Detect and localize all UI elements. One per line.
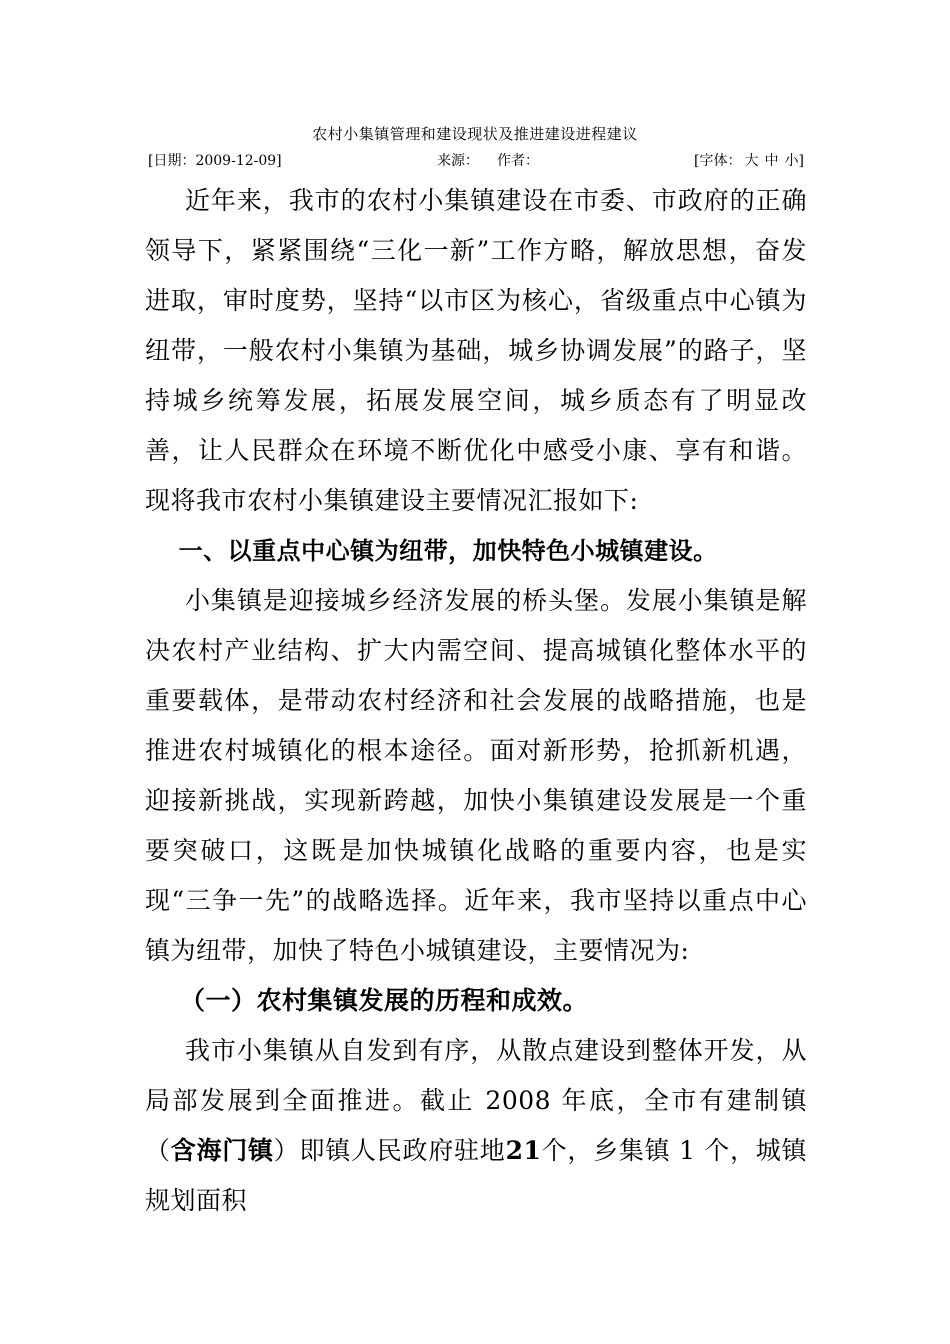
article-body xyxy=(145,176,807,1226)
paragraph-text: ）即镇人民政府驻地 xyxy=(273,1136,506,1165)
paragraph-intro: 近年来，我市的农村小集镇建设在市委、市政府的正确领导下，紧紧围绕“三化一新”工作方略，解放思想，奋发进取，审时度势，坚持“以市区为核心，省级重点中心镇为纽带，一般农村小集镇为基础，城乡协调发展”的路子，坚持城乡统筹发展，拓展发展空间，城乡质态有了明显改善，让人民群众在环境不断优化中感受小康、享有和谐。现将我市农村小集镇建设主要情况汇报如下: xyxy=(145,186,807,515)
date-label: [日期：2009-12-09] xyxy=(148,153,282,169)
document-title: 农村小集镇管理和建设现状及推进建设进程建议 xyxy=(312,125,638,143)
emphasis-text: 含海门镇 xyxy=(170,1136,274,1165)
emphasis-number: 21 xyxy=(505,1136,542,1165)
section-heading-1: 一、以重点中心镇为纽带，加快特色小城镇建设。 xyxy=(178,537,718,565)
font-size-control xyxy=(694,151,807,171)
font-size-large-link[interactable]: 大 xyxy=(744,153,759,169)
font-size-medium-link[interactable]: 中 xyxy=(764,153,779,169)
paragraph-subsection-1 xyxy=(145,1026,807,1226)
source-label: 来源： xyxy=(437,153,479,169)
author-label: 作者： xyxy=(497,153,539,169)
paragraph-text: 我市小集镇从自发到有序，从散点建设到整体开发，从局部发展到全面推进。截止 2008 年底，全市有建制镇（ xyxy=(145,1036,807,1165)
subsection-heading-1: （一）农村集镇发展的历程和成效。 xyxy=(180,986,589,1015)
paragraph-text: 个，乡集镇 1 个，城镇规划面积 xyxy=(145,1136,807,1215)
font-size-small-link[interactable]: 小] xyxy=(784,153,804,169)
font-size-label: [字体： xyxy=(694,153,742,169)
paragraph-section-1: 小集镇是迎接城乡经济发展的桥头堡。发展小集镇是解决农村产业结构、扩大内需空间、提高城镇化整体水平的重要载体，是带动农村经济和社会发展的战略措施，也是推进农村城镇化的根本途径。面对新形势，抢抓新机遇，迎接新挑战，实现新跨越，加快小集镇建设发展是一个重要突破口，这既是加快城镇化战略的重要内容，也是实现“三争一先”的战略选择。近年来，我市坚持以重点中心镇为纽带，加快了特色小城镇建设，主要情况为: xyxy=(145,586,807,965)
